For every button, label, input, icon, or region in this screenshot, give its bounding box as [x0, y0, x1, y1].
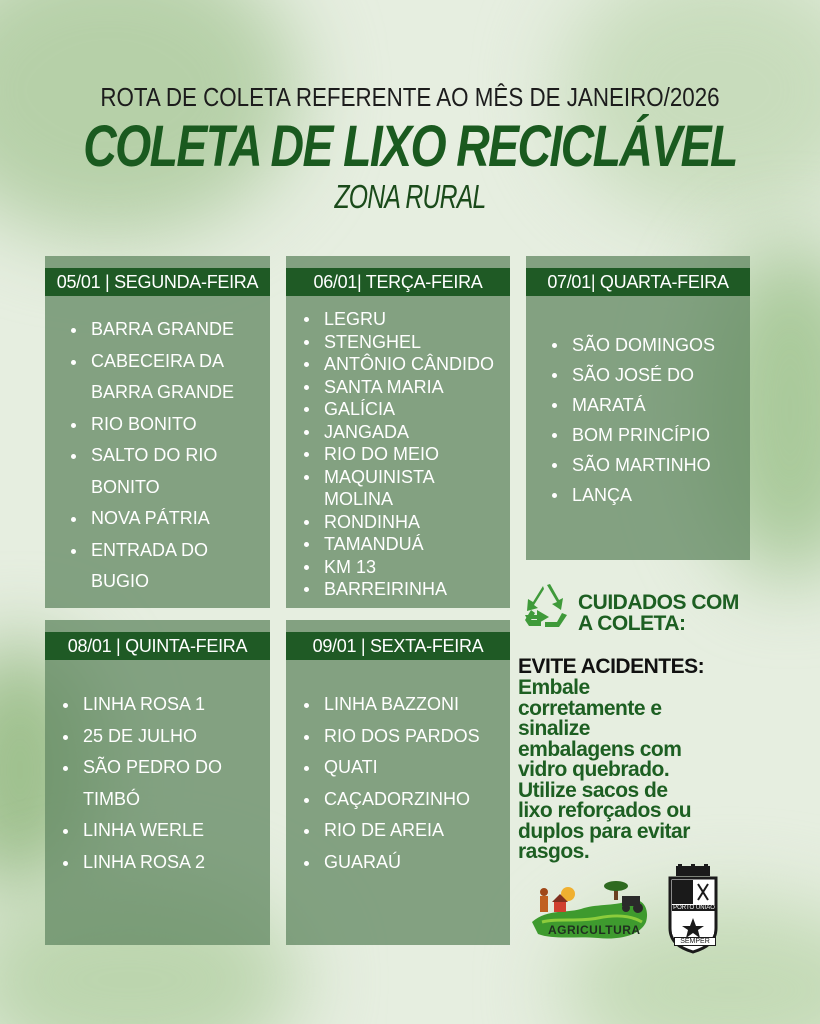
location-list: [59, 689, 269, 878]
city-name-banner: PORTO UNIÃO: [673, 905, 715, 911]
list-item: LINHA BAZZONI: [300, 689, 510, 721]
list-item: SANTA MARIA: [300, 376, 510, 399]
page-title: COLETA DE LIXO RECICLÁVEL: [83, 114, 737, 179]
list-item: SALTO DO RIO: [67, 440, 267, 472]
warning-text: [518, 678, 778, 863]
list-item: JANGADA: [300, 421, 510, 444]
page-subtitle: ROTA DE COLETA REFERENTE AO MÊS DE JANEIRO/2026: [100, 82, 720, 112]
warning-line: vidro quebrado.: [518, 758, 670, 781]
day-card-thursday: [45, 620, 270, 945]
list-item: RIO DE AREIA: [300, 815, 510, 847]
list-item: BARREIRINHA: [300, 578, 510, 601]
list-item: SÃO JOSÉ DO: [548, 360, 748, 390]
agriculture-logo: [528, 878, 658, 950]
list-item: BARRA GRANDE: [67, 314, 267, 346]
list-item: LINHA ROSA 1: [59, 689, 269, 721]
warning-line: embalagens com: [518, 737, 682, 761]
list-item: NOVA PÁTRIA: [67, 503, 267, 535]
list-item: SÃO PEDRO DO: [59, 752, 269, 784]
day-card-tuesday: [286, 256, 510, 608]
day-header: 06/01| TERÇA-FEIRA: [286, 268, 510, 296]
day-header: 08/01 | QUINTA-FEIRA: [45, 632, 270, 660]
care-title-line: CUIDADOS COM: [578, 591, 739, 614]
list-item-continuation: BONITO: [91, 476, 160, 497]
warning-line: Embale: [518, 676, 590, 699]
list-item: ENTRADA DO: [67, 535, 267, 567]
location-list: [67, 314, 267, 598]
day-header: 07/01| QUARTA-FEIRA: [526, 268, 750, 296]
list-item: LEGRU: [300, 308, 510, 331]
care-title: [578, 592, 778, 634]
warning-line: sinalize: [518, 717, 590, 740]
list-item: KM 13: [300, 556, 510, 579]
location-list: [300, 689, 510, 878]
list-item: STENGHEL: [300, 331, 510, 354]
location-list: [300, 308, 510, 601]
recycle-icon: [521, 582, 573, 630]
day-header: 09/01 | SEXTA-FEIRA: [286, 632, 510, 660]
list-item: MARATÁ: [548, 390, 748, 420]
list-item: SÃO DOMINGOS: [548, 330, 748, 360]
location-list: [548, 330, 748, 510]
list-item-continuation: BARRA GRANDE: [91, 382, 235, 402]
list-item: BOM PRINCÍPIO: [548, 420, 748, 450]
list-item: CAÇADORZINHO: [300, 784, 510, 816]
zone-label: ZONA RURAL: [334, 178, 486, 215]
list-item: GALÍCIA: [300, 398, 510, 421]
list-item: LINHA WERLE: [59, 815, 269, 847]
list-item: CABECEIRA DA: [67, 346, 267, 378]
warning-title: EVITE ACIDENTES:: [518, 655, 705, 678]
list-item: RIO DO MEIO: [300, 443, 510, 466]
list-item: SÃO MARTINHO: [548, 450, 748, 480]
list-item: RONDINHA: [300, 511, 510, 534]
city-motto-banner: SEMPER: [674, 937, 716, 946]
day-card-wednesday: [526, 256, 750, 560]
list-item: LINHA ROSA 2: [59, 847, 269, 879]
day-header: 05/01 | SEGUNDA-FEIRA: [45, 268, 270, 296]
list-item-continuation: MOLINA: [324, 489, 394, 509]
list-item: LANÇA: [548, 480, 748, 510]
care-title-line: A COLETA:: [578, 612, 686, 635]
agriculture-logo-text: AGRICULTURA: [548, 923, 641, 937]
warning-line: duplos para evitar: [518, 819, 690, 843]
list-item: RIO DOS PARDOS: [300, 721, 510, 753]
warning-line: lixo reforçados ou: [518, 799, 692, 822]
list-item: MAQUINISTA: [300, 466, 510, 489]
day-card-friday: [286, 620, 510, 945]
list-item: RIO BONITO: [67, 409, 267, 441]
day-card-monday: [45, 256, 270, 608]
list-item: QUATI: [300, 752, 510, 784]
list-item-continuation: TIMBÓ: [83, 788, 140, 809]
list-item: GUARAÚ: [300, 847, 510, 879]
warning-line: rasgos.: [518, 840, 590, 863]
warning-line: Utilize sacos de: [518, 778, 668, 802]
warning-line: corretamente e: [518, 696, 662, 720]
list-item: TAMANDUÁ: [300, 533, 510, 556]
list-item: 25 DE JULHO: [59, 721, 269, 753]
list-item-continuation: BUGIO: [91, 571, 150, 591]
list-item: ANTÔNIO CÂNDIDO: [300, 353, 510, 376]
